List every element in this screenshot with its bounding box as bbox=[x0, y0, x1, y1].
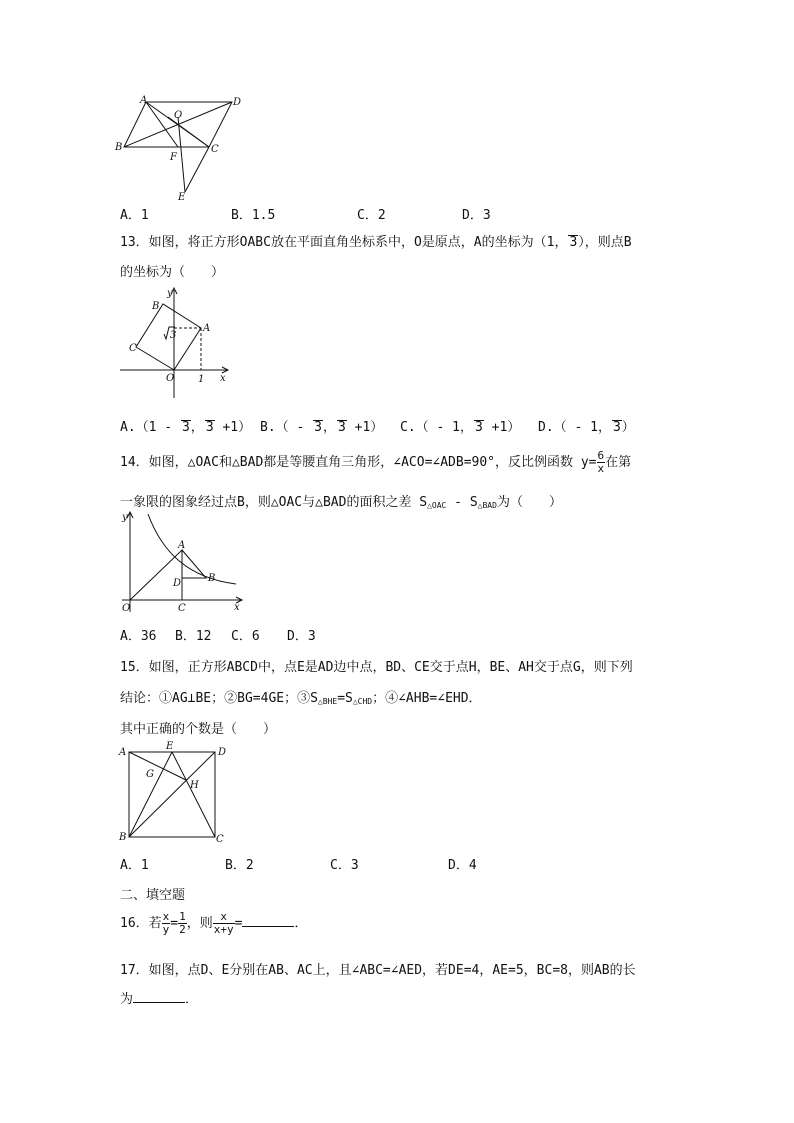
q14-stem-text-end: 在第 bbox=[605, 455, 632, 470]
q13-option-c: C.（ - 1， 3 +1） bbox=[400, 420, 521, 435]
q15-stem-line1: 15．如图，正方形ABCD中，点E是AD边中点，BD、CE交于点H，BE、AH交于点G，则下列 bbox=[120, 660, 633, 675]
q13-square bbox=[136, 304, 201, 370]
q15-option-c: C．3 bbox=[330, 858, 359, 873]
q15-figure bbox=[116, 740, 232, 844]
q17-answer-blank[interactable] bbox=[133, 990, 185, 1003]
q14-fraction: $\frac{6}{x}$ bbox=[597, 449, 605, 475]
q15-label-c: C bbox=[216, 834, 224, 844]
q14-option-c: C．6 bbox=[231, 629, 260, 644]
q13-label-x: x bbox=[220, 373, 226, 384]
q14-figure bbox=[118, 508, 246, 614]
q15-label-a: A bbox=[119, 747, 127, 758]
q14-option-d: D．3 bbox=[287, 629, 316, 644]
q12-label-o: O bbox=[174, 110, 183, 121]
q16-answer-blank[interactable] bbox=[242, 914, 294, 927]
q14-option-b: B．12 bbox=[175, 629, 212, 644]
q13-sqrt3: 3 bbox=[569, 235, 578, 250]
q15-label-g: G bbox=[146, 769, 154, 780]
q15-option-d: D．4 bbox=[448, 858, 477, 873]
q15-option-b: B．2 bbox=[225, 858, 254, 873]
q13-stem-text-end: ），则点B bbox=[578, 235, 632, 250]
q13-stem-line2: 的坐标为（ ） bbox=[120, 265, 225, 280]
q13-figure bbox=[116, 286, 236, 402]
q13-option-a: A.（1 - 3， 3 +1） bbox=[120, 420, 252, 435]
q13-option-d: D.（ - 1， 3） bbox=[538, 420, 635, 435]
q12-label-e: E bbox=[178, 192, 186, 203]
q15-label-h: H bbox=[190, 780, 199, 791]
q14-label-d: D bbox=[173, 578, 182, 589]
q14-stem-line1 bbox=[120, 450, 631, 475]
q14-label-x: x bbox=[234, 602, 240, 613]
q12-option-b: B．1.5 bbox=[231, 208, 276, 223]
q13-label-1: 1 bbox=[198, 374, 205, 385]
q13-label-sqrt3: 3 bbox=[170, 330, 177, 341]
q13-label-c: C bbox=[129, 343, 137, 354]
q14-stem-text: 14．如图，△OAC和△BAD都是等腰直角三角形，∠ACO=∠ADB=90°，反比例函数 y= bbox=[120, 455, 597, 470]
q12-option-a: A．1 bbox=[120, 208, 149, 223]
q15-stem-line3: 其中正确的个数是（ ） bbox=[120, 722, 277, 737]
q13-label-b: B bbox=[152, 301, 160, 312]
q12-label-d: D bbox=[233, 97, 242, 108]
q14-label-y: y bbox=[122, 512, 128, 523]
q12-label-f: F bbox=[170, 152, 177, 163]
q14-label-o: O bbox=[122, 603, 131, 614]
q12-label-c: C bbox=[211, 144, 219, 155]
q12-label-b: B bbox=[115, 142, 123, 153]
q14-label-c: C bbox=[178, 603, 186, 614]
q14-label-a: A bbox=[178, 540, 186, 551]
q14-hyperbola bbox=[148, 514, 236, 584]
q15-stem-line2: 结论：①AG⊥BE；②BG=4GE；$③S_{\triangle BHE}=S_{\triangle CHD}$；④∠AHB=∠EHD． bbox=[120, 691, 482, 706]
q13-label-y: y bbox=[167, 288, 173, 299]
q12-option-d: D．3 bbox=[462, 208, 491, 223]
q14-stem-line2: 一象限的图象经过点B，则△OAC与△BAD的面积之差 $S_{\triangle OAC} - S_{\triangle BAD}$为（ ） bbox=[120, 495, 562, 510]
q15-label-b: B bbox=[119, 832, 127, 843]
q15-label-e: E bbox=[166, 741, 174, 752]
q12-figure bbox=[112, 92, 252, 204]
q12-option-c: C．2 bbox=[357, 208, 386, 223]
q15-option-a: A．1 bbox=[120, 858, 149, 873]
q13-label-o: O bbox=[166, 373, 175, 384]
section-heading-fill-in: 二、填空题 bbox=[120, 888, 186, 903]
q15-label-d: D bbox=[218, 747, 227, 758]
q14-label-b: B bbox=[208, 573, 216, 584]
q12-label-a: A bbox=[140, 95, 148, 106]
q16-stem: 16．若 $\frac{x}{y}$ = $\frac{1}{2}$ ，则 $\frac{x}{x+y}$ = ． bbox=[120, 910, 308, 936]
q13-label-a: A bbox=[203, 323, 211, 334]
q17-stem-line2: 为 ． bbox=[120, 992, 199, 1007]
q13-stem-line1 bbox=[120, 231, 632, 250]
q13-stem-text: 13．如图，将正方形OABC放在平面直角坐标系中，O是原点，A的坐标为（1， bbox=[120, 235, 568, 250]
q17-stem-line1: 17．如图，点D、E分别在AB、AC上，且∠ABC=∠AED，若DE=4，AE=5，BC=8，则AB的长 bbox=[120, 963, 636, 978]
q13-option-b: B.（ - 3， 3 +1） bbox=[260, 420, 384, 435]
q14-option-a: A．36 bbox=[120, 629, 157, 644]
